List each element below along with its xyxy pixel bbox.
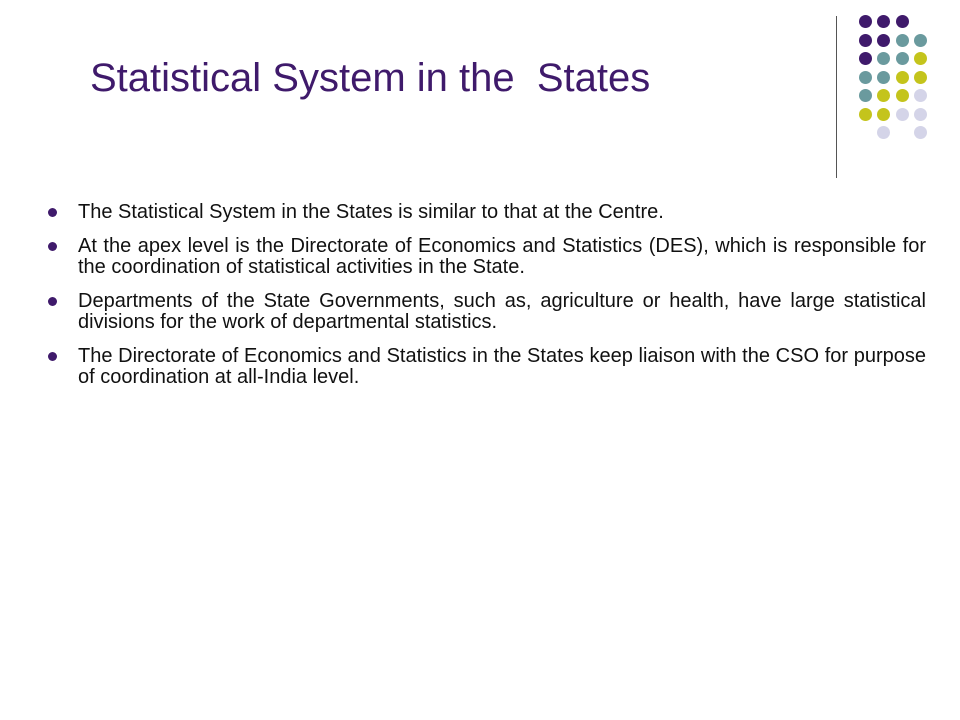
bullet-dot-icon: [48, 208, 57, 217]
decorative-dot: [877, 15, 890, 28]
decorative-dot-grid: [840, 12, 950, 162]
decorative-dot: [896, 34, 909, 47]
decorative-dot: [877, 34, 890, 47]
decorative-dot: [896, 108, 909, 121]
bullet-dot-icon: [48, 352, 57, 361]
decorative-dot: [877, 126, 890, 139]
bullet-text: The Directorate of Economics and Statistics in the States keep liaison with the CSO for purpose of coordination at all-India level.: [78, 345, 926, 388]
decorative-dot: [914, 108, 927, 121]
decorative-dot: [859, 34, 872, 47]
bullet-item: [48, 202, 926, 223]
decorative-dot: [896, 89, 909, 102]
bullet-list: [48, 202, 926, 401]
decorative-dot: [896, 52, 909, 65]
decorative-dot: [859, 71, 872, 84]
bullet-dot-icon: [48, 242, 57, 251]
decorative-dot: [859, 108, 872, 121]
bullet-item: [48, 291, 926, 333]
bullet-text: The Statistical System in the States is similar to that at the Centre.: [78, 201, 664, 223]
slide-title: Statistical System in the States: [90, 56, 651, 100]
decorative-dot: [896, 71, 909, 84]
decorative-dot: [914, 126, 927, 139]
bullet-dot-icon: [48, 297, 57, 306]
decorative-dot: [877, 52, 890, 65]
decorative-dot: [859, 89, 872, 102]
decorative-dot: [914, 71, 927, 84]
decorative-dot: [914, 34, 927, 47]
decorative-dot: [877, 89, 890, 102]
decorative-dot: [914, 52, 927, 65]
bullet-text: At the apex level is the Directorate of Economics and Statistics (DES), which is responsible for the coordination of statistical activities in the State.: [78, 235, 926, 278]
decorative-dot: [914, 89, 927, 102]
bullet-item: [48, 236, 926, 278]
decorative-dot: [859, 52, 872, 65]
decorative-dot: [896, 15, 909, 28]
decorative-dot: [877, 108, 890, 121]
decorative-dot: [859, 15, 872, 28]
decorative-dot: [877, 71, 890, 84]
bullet-item: [48, 346, 926, 388]
bullet-text: Departments of the State Governments, such as, agriculture or health, have large statistical divisions for the work of departmental statistics.: [78, 290, 926, 333]
title-divider-line: [836, 16, 837, 178]
